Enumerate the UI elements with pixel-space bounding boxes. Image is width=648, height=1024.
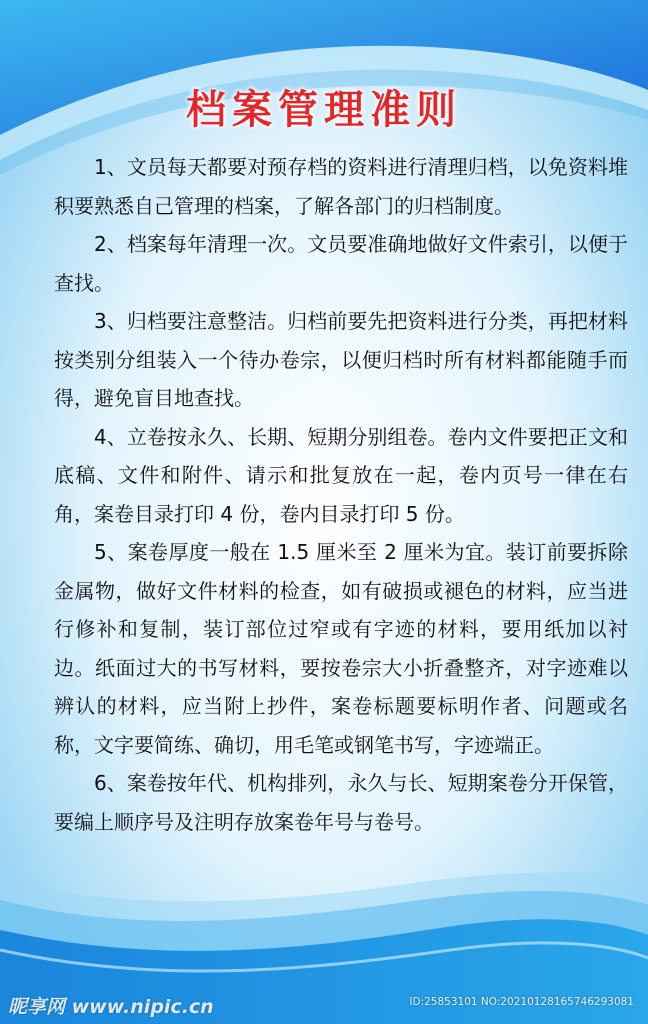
rule-paragraph-1: 1、文员每天都要对预存档的资料进行清理归档，以免资料堆积要熟悉自己管理的档案，了解各部门的归档制度。 xyxy=(54,155,628,218)
watermark-logo: 昵享网 www.nipic.cn xyxy=(8,996,214,1018)
page-title: 档案管理准则 xyxy=(186,87,462,133)
rules-content xyxy=(54,148,628,841)
rule-paragraph-2: 2、档案每年清理一次。文员要准确地做好文件索引，以便于查找。 xyxy=(54,232,628,295)
rule-paragraph-6: 6、案卷按年代、机构排列，永久与长、短期案卷分开保管，要编上顺序号及注明存放案卷年号与卷号。 xyxy=(54,771,628,834)
watermark-id: ID:25853101 NO:20210128165746293081 xyxy=(409,996,634,1008)
rule-paragraph-5: 5、案卷厚度一般在 1.5 厘米至 2 厘米为宜。装订前要拆除金属物，做好文件材料的检查，如有破损或褪色的材料，应当进行修补和复制，装订部位过窄或有字迹的材料，要用纸加以衬边。纸面过大的书写材料，要按卷宗大小折叠整齐，对字迹难以辨认的材料，应当附上抄件，案卷标题要标明作者、问题或名称，文字要简练、确切，用毛笔或钢笔书写，字迹端正。 xyxy=(54,540,628,757)
rule-paragraph-3: 3、归档要注意整洁。归档前要先把资料进行分类，再把材料按类别分组装入一个待办卷宗，以便归档时所有材料都能随手而得，避免盲目地查找。 xyxy=(54,309,628,410)
rule-paragraph-4: 4、立卷按永久、长期、短期分别组卷。卷内文件要把正文和底稿、文件和附件、请示和批复放在一起，卷内页号一律在右角，案卷目录打印 4 份，卷内目录打印 5 份。 xyxy=(54,424,628,526)
